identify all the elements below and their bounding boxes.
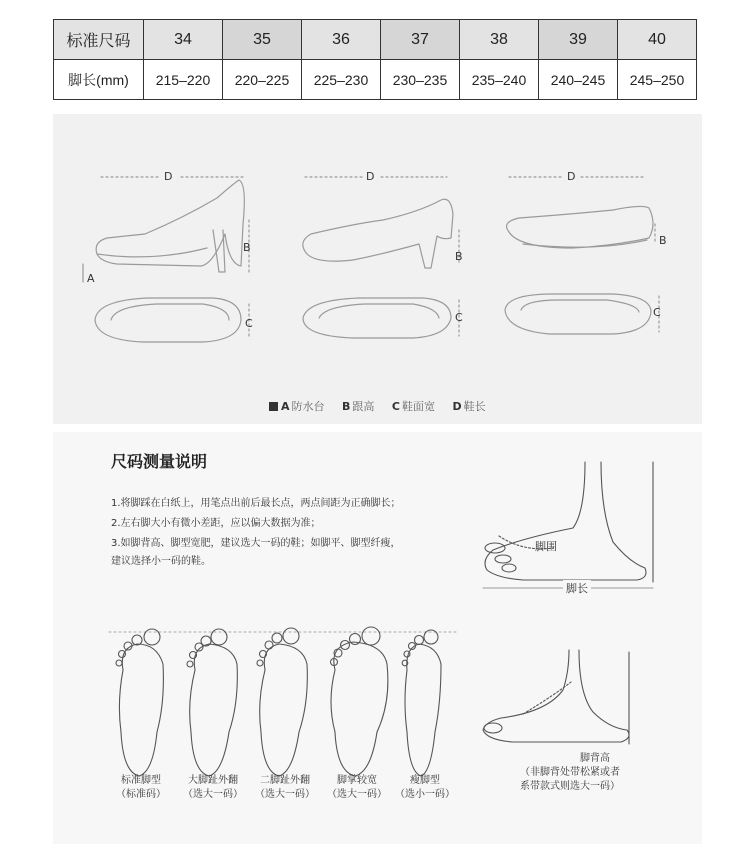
- size-row: [54, 20, 697, 60]
- instep-note: 系带款式则选大一码）: [520, 781, 620, 792]
- measurement-panel: [53, 432, 702, 844]
- measurement-note: 2.左右脚大小有微小差距，应以偏大数据为准；: [111, 518, 321, 529]
- size-cell: 35: [223, 20, 302, 60]
- side-foot-instep: [483, 650, 629, 744]
- measurement-note: 3.如脚背高、脚型宽肥，建议选大一码的鞋；如脚平、脚型纤瘦，: [111, 538, 401, 549]
- length-row-header: 脚长(mm): [54, 60, 144, 100]
- footprint-wide: [331, 627, 388, 776]
- size-table: [53, 19, 697, 100]
- length-cell: 215–220: [144, 60, 223, 100]
- length-cell: 230–235: [381, 60, 460, 100]
- size-cell: 40: [618, 20, 697, 60]
- foot-type-advice: （选小一码）: [395, 789, 455, 800]
- dim-label-d1: D: [164, 170, 173, 183]
- side-foot-length: [483, 462, 653, 588]
- length-cell: 235–240: [460, 60, 539, 100]
- length-cell: 245–250: [618, 60, 697, 100]
- foot-type-name: 标准脚型: [121, 775, 161, 786]
- flat-shoe-top: [505, 294, 659, 334]
- size-cell: 37: [381, 20, 460, 60]
- dim-label-b2: B: [455, 250, 463, 263]
- dim-label-c2: C: [455, 311, 463, 324]
- legend-item: A 防水台: [269, 400, 325, 413]
- measurement-note: 建议选择小一码的鞋。: [111, 556, 211, 567]
- foot-type-advice: （选大一码）: [255, 789, 315, 800]
- size-cell: 39: [539, 20, 618, 60]
- mid-heel-shoe-side: [303, 177, 459, 268]
- dim-label-a: A: [87, 272, 95, 285]
- legend-item: C 鞋面宽: [391, 400, 435, 413]
- foot-type-advice: （标准码）: [116, 789, 166, 800]
- size-cell: 34: [144, 20, 223, 60]
- dim-label-b1: B: [243, 241, 251, 254]
- dim-label-c1: C: [245, 317, 253, 330]
- length-label: 脚长: [563, 580, 591, 596]
- legend-square-icon: [269, 402, 278, 411]
- foot-type-name: 二脚趾外翻: [260, 775, 310, 786]
- measurement-title: 尺码测量说明: [111, 452, 208, 471]
- foot-type-advice: （选大一码）: [183, 789, 243, 800]
- high-heel-shoe-side: [83, 177, 249, 282]
- length-row: [54, 60, 697, 100]
- instep-label: 脚背高: [580, 753, 610, 764]
- length-cell: 220–225: [223, 60, 302, 100]
- size-row-header: 标准尺码: [54, 20, 144, 60]
- shoe-dimension-panel: [53, 114, 702, 424]
- foot-type-advice: （选大一码）: [327, 789, 387, 800]
- high-heel-shoe-top: [95, 298, 249, 342]
- shoe-legend: [269, 398, 500, 414]
- foot-type-name: 脚掌较宽: [337, 775, 377, 786]
- shoe-illustrations: [53, 114, 702, 424]
- girth-label: 脚围: [535, 540, 557, 553]
- foot-type-name: 大脚趾外翻: [188, 775, 238, 786]
- length-cell: 225–230: [302, 60, 381, 100]
- dim-label-c3: C: [653, 306, 661, 319]
- footprint-second-toe: [257, 628, 307, 776]
- legend-item: B 跟高: [342, 400, 375, 413]
- dim-label-d2: D: [366, 170, 375, 183]
- dim-label-d3: D: [567, 170, 576, 183]
- mid-heel-shoe-top: [303, 298, 459, 338]
- size-cell: 36: [302, 20, 381, 60]
- length-cell: 240–245: [539, 60, 618, 100]
- footprint-bunion: [187, 629, 237, 776]
- size-cell: 38: [460, 20, 539, 60]
- footprint-slim: [402, 630, 441, 776]
- dim-label-b3: B: [659, 234, 667, 247]
- flat-shoe-side: [507, 177, 655, 248]
- foot-type-name: 瘦脚型: [410, 775, 440, 786]
- footprint-standard: [116, 629, 163, 776]
- legend-item: D 鞋长: [452, 400, 486, 413]
- measurement-note: 1.将脚踩在白纸上，用笔点出前后最长点，两点间距为正确脚长；: [111, 498, 401, 509]
- instep-note: （非脚背处带松紧或者: [520, 767, 620, 778]
